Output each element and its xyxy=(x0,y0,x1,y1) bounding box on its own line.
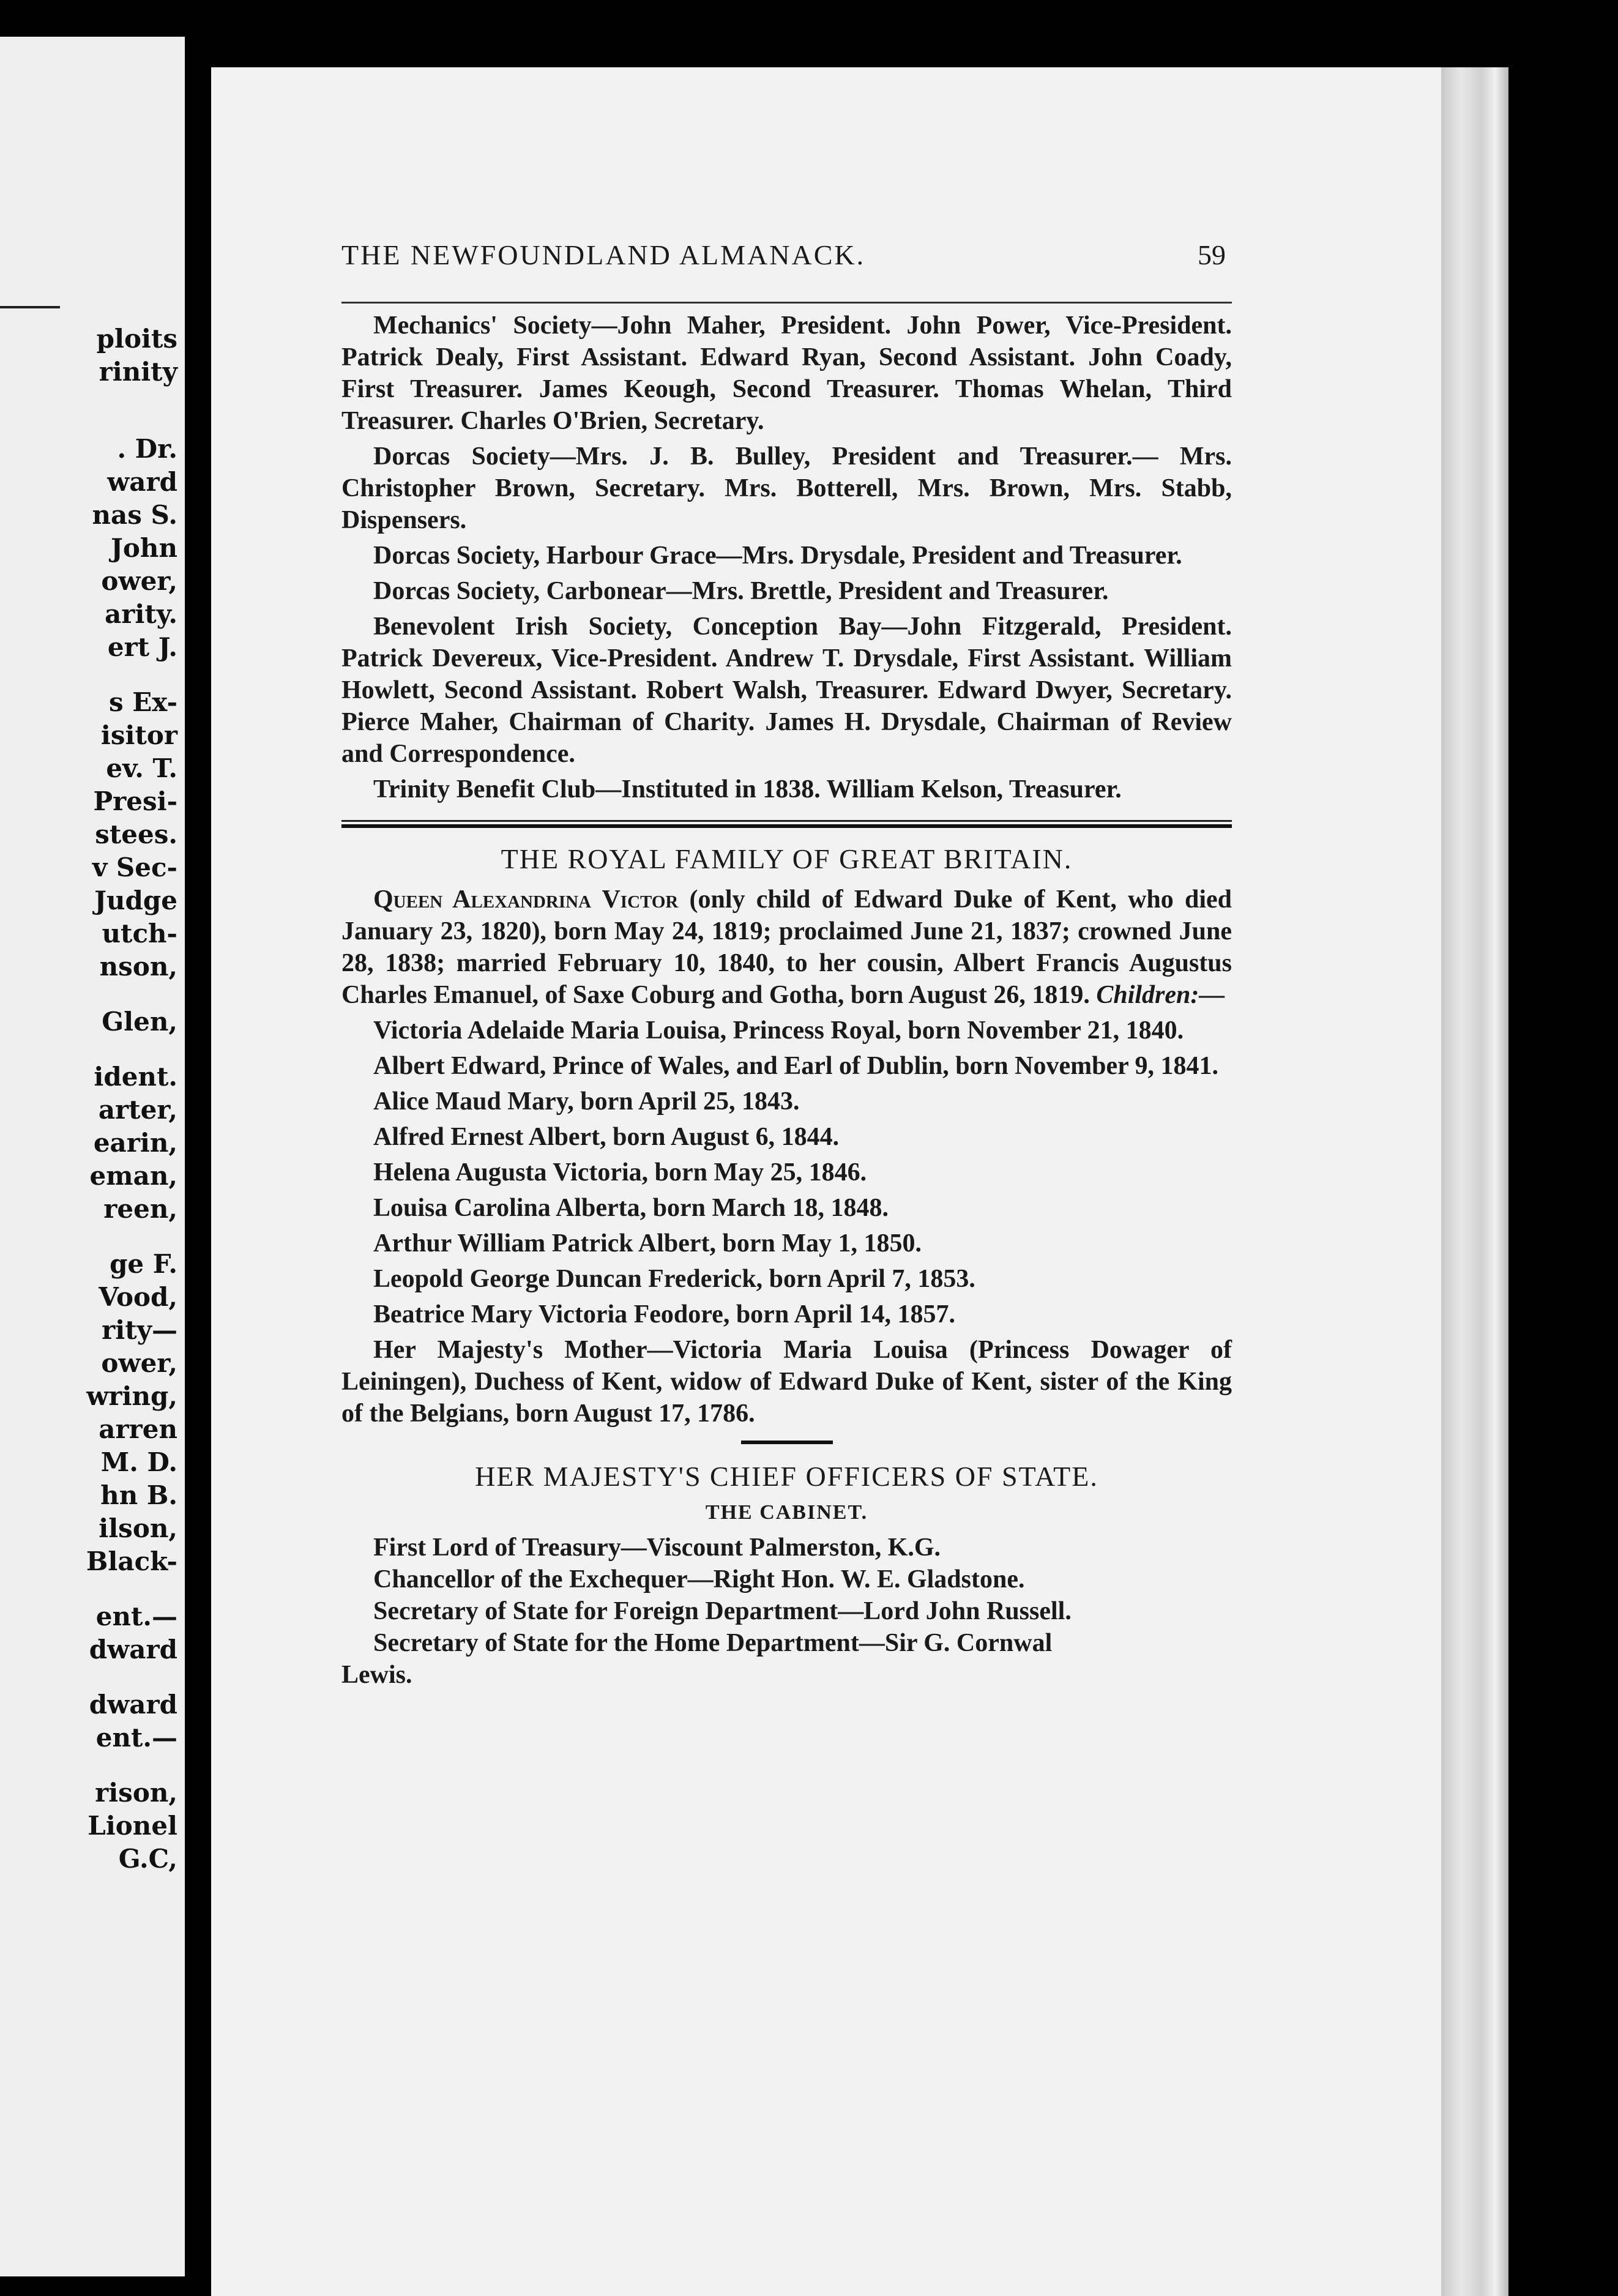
left-fragment-text: reen, xyxy=(103,1194,177,1224)
officer-line-continuation: Lewis. xyxy=(341,1661,412,1689)
left-fragment-text: arren xyxy=(99,1414,177,1444)
left-fragment-text: dward xyxy=(89,1690,177,1720)
left-fragment-text: s Ex- xyxy=(108,687,177,717)
society-entry: Mechanics' Society—John Maher, President. John Power, Vice-President. Patrick Dealy, First Assistant. Edward Ryan, Second Assistant. John Coady, First Treasurer. James Keough, Second Treasurer. Thomas Whelan, Third Treasurer. Charles O'Brien, Secretary. xyxy=(341,311,1232,435)
officer-line: Secretary of State for the Home Department—Sir G. Cornwal xyxy=(373,1629,1053,1657)
left-fragment-text: M. D. xyxy=(100,1447,177,1477)
left-fragment-text: Glen, xyxy=(102,1007,177,1037)
officer-line: First Lord of Treasury—Viscount Palmerston, K.G. xyxy=(373,1534,941,1562)
left-fragment-text: Presi- xyxy=(93,786,177,816)
left-fragment-text: wring, xyxy=(86,1381,177,1411)
header-title: THE NEWFOUNDLAND ALMANACK. xyxy=(341,239,866,270)
left-fragment-text: hn B. xyxy=(100,1480,177,1510)
child-entry: Alfred Ernest Albert, born August 6, 1844. xyxy=(373,1123,840,1151)
left-fragment-text: Judge xyxy=(94,885,177,915)
left-fragment-text: eman, xyxy=(89,1161,177,1191)
child-entry: Albert Edward, Prince of Wales, and Earl of Dublin, born November 9, 1841. xyxy=(373,1052,1218,1080)
left-fragment-text: ower, xyxy=(101,1348,177,1378)
society-entry: Dorcas Society, Harbour Grace—Mrs. Drysdale, President and Treasurer. xyxy=(373,542,1182,570)
left-fragment-text: dward xyxy=(89,1634,177,1664)
page-edge xyxy=(1441,67,1508,2296)
child-entry: Victoria Adelaide Maria Louisa, Princess Royal, born November 21, 1840. xyxy=(373,1016,1184,1045)
child-entry: Arthur William Patrick Albert, born May 1, 1850. xyxy=(373,1229,922,1258)
left-fragment-text: utch- xyxy=(102,919,177,949)
royal-family-heading: THE ROYAL FAMILY OF GREAT BRITAIN. xyxy=(501,843,1073,874)
left-fragment-text: ward xyxy=(107,467,177,497)
child-entry: Helena Augusta Victoria, born May 25, 1846. xyxy=(373,1158,867,1187)
queen-text: (only child of Edward Duke of Kent, who died January 23, 1820), born May 24, 1819; proclaimed June 21, 1837; crowned June 28, 1838; married February 10, 1840, to her cousin, Albert Francis Augustus Charles Emanuel, of Saxe Coburg and Gotha, born August 26, 1819. xyxy=(341,885,1232,1009)
left-fragment-text: G.C, xyxy=(118,1844,177,1874)
running-header xyxy=(341,239,1232,271)
society-entry: Benevolent Irish Society, Conception Bay—John Fitzgerald, President. Patrick Devereux, Vice-President. Andrew T. Drysdale, First Assistant. William Howlett, Second Assistant. Robert Walsh, Treasurer. Edward Dwyer, Secretary. Pierce Maher, Chairman of Charity. James H. Drysdale, Chairman of Review and Correspondence. xyxy=(341,613,1232,768)
left-fragment-text: ev. T. xyxy=(106,753,177,783)
left-fragment-text: isitor xyxy=(100,720,177,750)
left-fragment-text: ploits xyxy=(96,324,177,354)
left-fragment-text: ower, xyxy=(101,566,177,596)
queen-name: Queen Alexandrina Victor xyxy=(373,885,679,914)
queen-entry xyxy=(341,884,1232,1011)
left-page-rule xyxy=(0,306,60,308)
left-fragment-text: rinity xyxy=(99,357,177,387)
child-entry: Leopold George Duncan Frederick, born April 7, 1853. xyxy=(373,1265,975,1293)
left-fragment-text: rity— xyxy=(102,1315,177,1345)
left-fragment-text: stees. xyxy=(95,819,177,849)
left-fragment-text: rison, xyxy=(95,1778,177,1808)
children-label: Children:— xyxy=(1096,981,1225,1009)
society-entry: Trinity Benefit Club—Instituted in 1838. William Kelson, Treasurer. xyxy=(373,775,1122,803)
left-fragment-text: ent.— xyxy=(95,1601,177,1631)
left-fragment-text: nson, xyxy=(99,952,177,982)
society-entry: Dorcas Society—Mrs. J. B. Bulley, President and Treasurer.— Mrs. Christopher Brown, Secretary. Mrs. Botterell, Mrs. Brown, Mrs. Stabb, Dispensers. xyxy=(341,442,1232,534)
left-fragment-text: ge F. xyxy=(110,1249,177,1279)
society-entry: Dorcas Society, Carbonear—Mrs. Brettle, President and Treasurer. xyxy=(373,577,1109,605)
child-entry: Louisa Carolina Alberta, born March 18, 1848. xyxy=(373,1194,889,1222)
left-fragment-text: arity. xyxy=(105,599,177,629)
left-fragment-text: ent.— xyxy=(95,1723,177,1753)
child-entry: Her Majesty's Mother—Victoria Maria Louisa (Princess Dowager of Leiningen), Duchess of Kent, widow of Edward Duke of Kent, sister of the King of the Belgians, born August 17, 1786. xyxy=(341,1336,1232,1428)
left-fragment-text: John xyxy=(111,533,177,563)
left-fragment-text: earin, xyxy=(93,1128,177,1158)
left-fragment-text: Lionel xyxy=(88,1811,177,1841)
cabinet-subheading: THE CABINET. xyxy=(705,1501,868,1524)
left-fragment-text: ident. xyxy=(94,1062,177,1092)
officer-line: Secretary of State for Foreign Department—Lord John Russell. xyxy=(373,1597,1072,1625)
short-divider xyxy=(741,1441,833,1444)
left-page-fragment xyxy=(0,37,185,2276)
left-fragment-text: Black- xyxy=(86,1546,177,1576)
page-content xyxy=(341,239,1232,1691)
left-fragment-text: ert J. xyxy=(107,632,177,662)
child-entry: Alice Maud Mary, born April 25, 1843. xyxy=(373,1087,800,1116)
page-number: 59 xyxy=(1198,239,1226,270)
left-fragment-text: arter, xyxy=(98,1095,177,1125)
officer-line: Chancellor of the Exchequer—Right Hon. W. E. Gladstone. xyxy=(373,1565,1025,1593)
section-divider xyxy=(341,820,1232,828)
left-fragment-text: nas S. xyxy=(92,500,177,530)
left-fragment-text: v Sec- xyxy=(92,852,177,882)
left-fragment-text: . Dr. xyxy=(117,434,177,464)
left-fragment-text: ilson, xyxy=(99,1513,177,1543)
officers-heading: HER MAJESTY'S CHIEF OFFICERS OF STATE. xyxy=(475,1461,1098,1492)
child-entry: Beatrice Mary Victoria Feodore, born April 14, 1857. xyxy=(373,1300,956,1329)
left-fragment-text: Vood, xyxy=(99,1282,177,1312)
header-rule xyxy=(341,302,1232,304)
